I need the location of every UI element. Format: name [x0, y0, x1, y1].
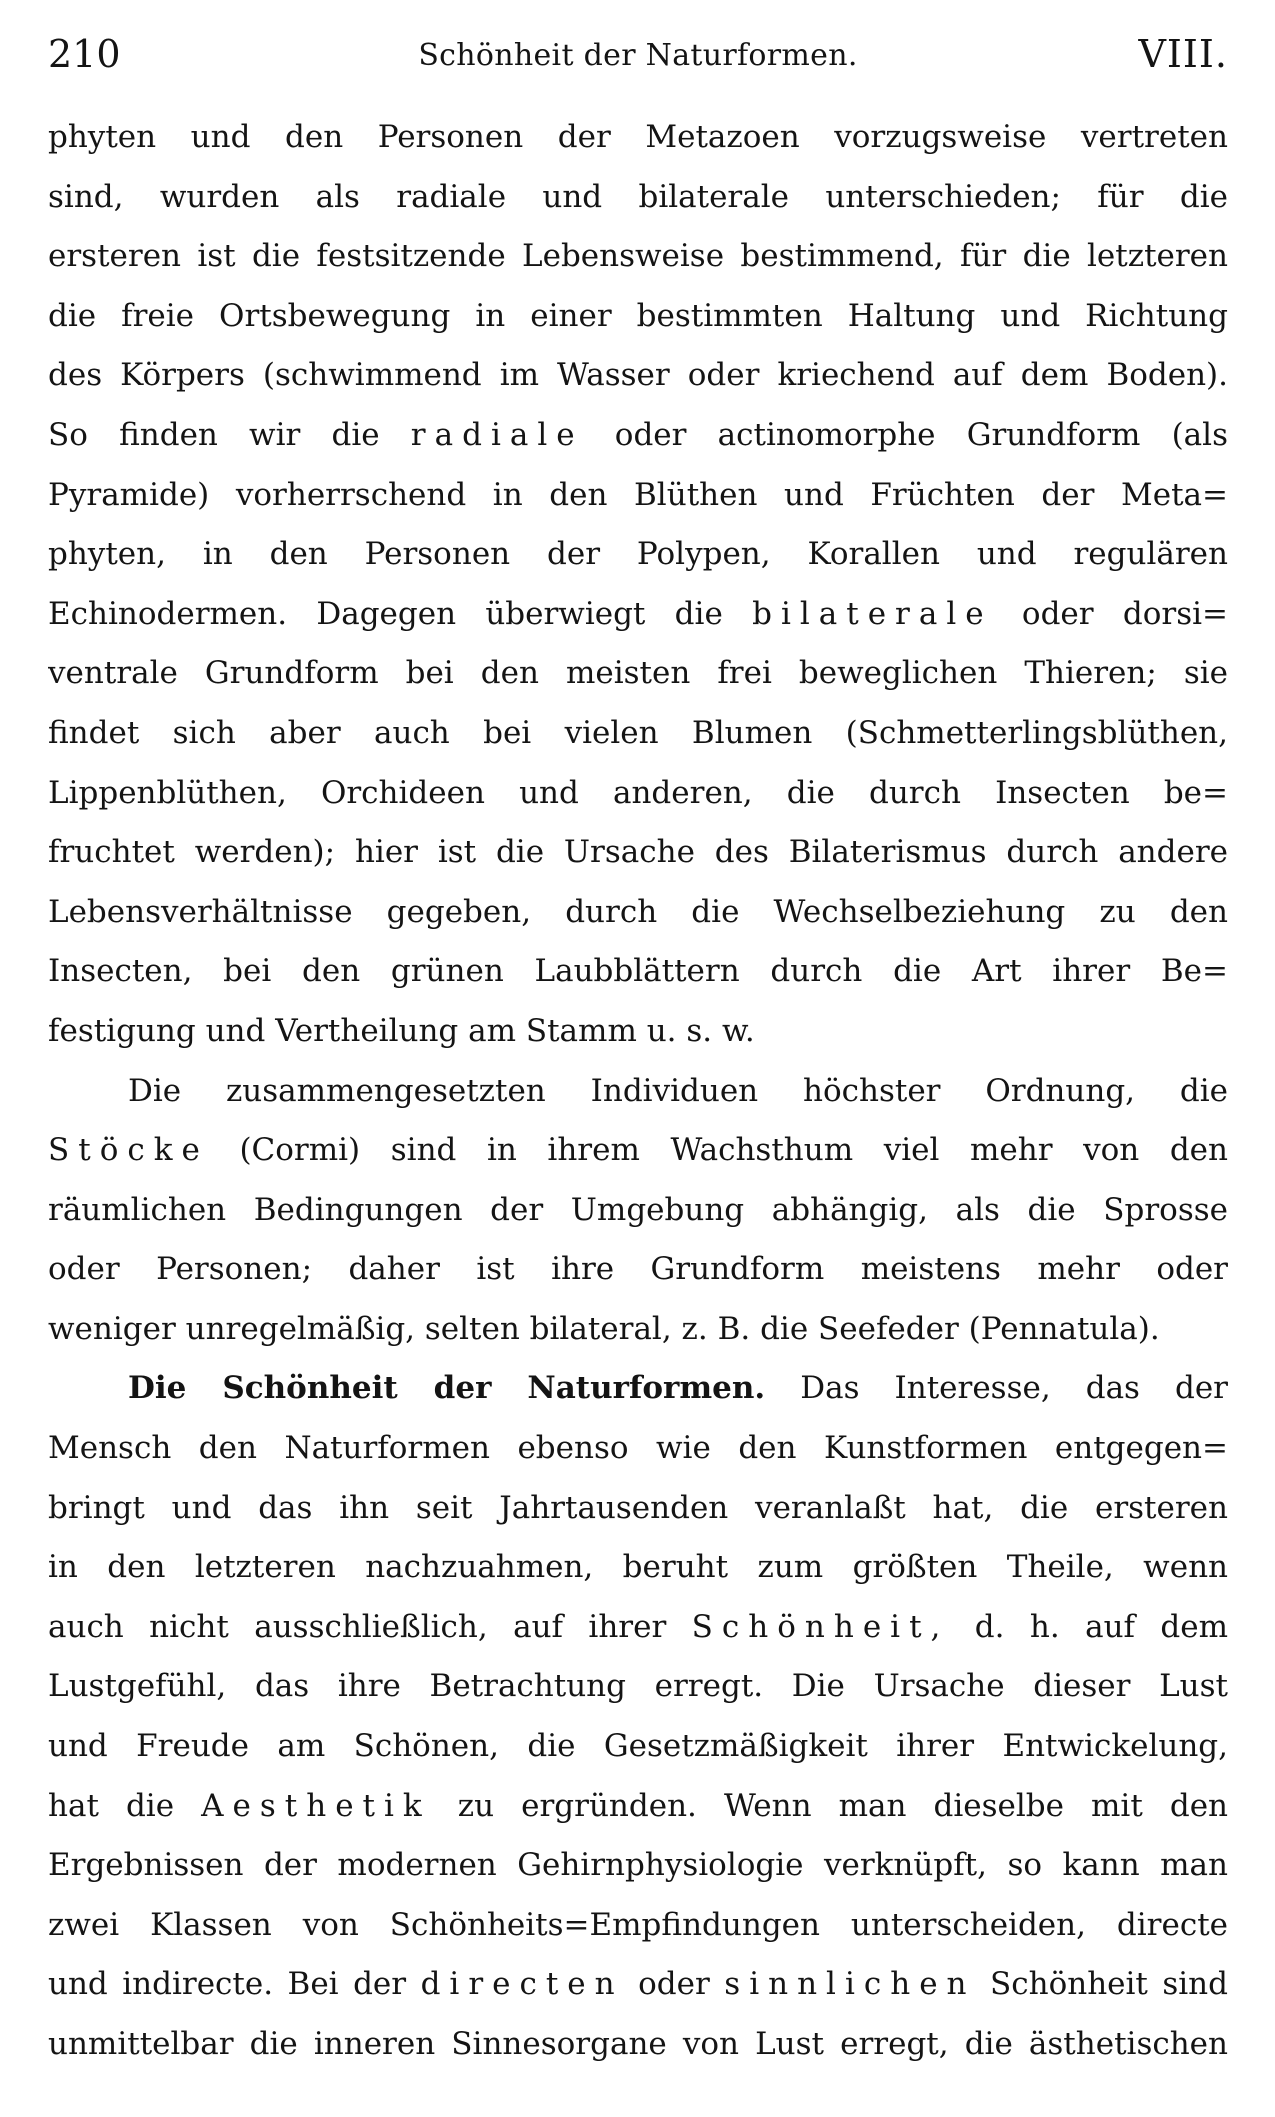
text-line: räumlichen Bedingungen der Umgebung abhängig, als die Sprosse — [48, 1191, 1228, 1228]
chapter-number: VIII. — [1138, 32, 1228, 76]
text-line — [48, 1359, 1228, 1419]
emphasized-term: bilaterale — [752, 595, 993, 632]
text-line: phyten und den Personen der Metazoen vorzugsweise vertreten — [48, 119, 1228, 155]
emphasized-term: Stöcke — [48, 1132, 209, 1169]
text-line: phyten, in den Personen der Polypen, Korallen und regulären — [48, 536, 1228, 573]
body-text — [48, 108, 1228, 2075]
text-line: Lustgefühl, das ihre Betrachtung erregt. Die Ursache dieser Lust — [48, 1668, 1228, 1705]
text-run: zu ergründen. Wenn man dieselbe mit den — [457, 1787, 1228, 1824]
text-line: Insecten, bei den grünen Laubblättern durch die Art ihrer Be= — [48, 953, 1228, 990]
emphasized-term: Schönheit, — [691, 1608, 950, 1645]
text-run: So finden wir die — [48, 416, 380, 453]
text-line: fruchtet werden); hier ist die Ursache des Bilaterismus durch andere — [48, 834, 1228, 871]
text-run: Schönheit sind — [990, 1966, 1228, 2003]
text-line: Die zusammengesetzten Individuen höchster Ordnung, die — [128, 1072, 1228, 1109]
text-line: Lippenblüthen, Orchideen und anderen, die durch Insecten be= — [48, 774, 1228, 811]
text-run: und indirecte. Bei der — [48, 1966, 407, 2003]
emphasized-term: Aesthetik — [201, 1787, 431, 1824]
text-line — [48, 1955, 1228, 2015]
text-line: bringt und das ihn seit Jahrtausenden veranlaßt hat, die ersteren — [48, 1489, 1228, 1526]
text-line — [48, 1598, 1228, 1658]
text-line: weniger unregelmäßig, selten bilateral, z. B. die Seefeder (Pennatula). — [48, 1310, 1160, 1347]
text-line: findet sich aber auch bei vielen Blumen (Schmetterlingsblüthen, — [48, 714, 1228, 751]
text-line: zwei Klassen von Schönheits=Empfindungen unterscheiden, directe — [48, 1906, 1228, 1943]
text-line: Mensch den Naturformen ebenso wie den Kunstformen entgegen= — [48, 1430, 1228, 1467]
text-line — [48, 406, 1228, 466]
emphasized-term: radiale — [410, 416, 584, 453]
text-run: hat die — [48, 1787, 175, 1824]
text-run: Echinodermen. Dagegen überwiegt die — [48, 595, 723, 632]
page-number: 210 — [48, 32, 121, 76]
text-line — [48, 1777, 1228, 1837]
text-line: in den letzteren nachzuahmen, beruht zum größten Theile, wenn — [48, 1549, 1228, 1586]
text-line: die freie Ortsbewegung in einer bestimmten Haltung und Richtung — [48, 297, 1228, 334]
text-line — [48, 1121, 1228, 1181]
text-line: ersteren ist die festsitzende Lebensweise bestimmend, für die letzteren — [48, 238, 1228, 275]
emphasized-term: sinnlichen — [724, 1966, 976, 2003]
text-run: (Cormi) sind in ihrem Wachsthum viel mehr von den — [239, 1132, 1228, 1169]
text-line: und Freude am Schönen, die Gesetzmäßigkeit ihrer Entwickelung, — [48, 1728, 1228, 1765]
text-run: oder dorsi= — [1021, 595, 1228, 632]
section-heading: Die Schönheit der Naturformen. — [128, 1370, 766, 1407]
text-line: festigung und Vertheilung am Stamm u. s. w. — [48, 1012, 755, 1049]
text-line: unmittelbar die inneren Sinnesorgane von Lust erregt, die ästhetischen — [48, 2026, 1228, 2062]
emphasized-term: directen — [420, 1966, 624, 2003]
text-line — [48, 585, 1228, 645]
text-run: auch nicht ausschließlich, auf ihrer — [48, 1608, 667, 1645]
text-run: oder actinomorphe Grundform (als — [614, 416, 1228, 453]
text-line: Ergebnissen der modernen Gehirnphysiologie verknüpft, so kann man — [48, 1847, 1228, 1884]
running-title: Schönheit der Naturformen. — [418, 38, 858, 73]
text-line: Lebensverhältnisse gegeben, durch die Wechselbeziehung zu den — [48, 893, 1228, 930]
text-run: d. h. auf dem — [974, 1608, 1228, 1645]
text-run: oder — [638, 1966, 710, 2003]
page-header — [48, 26, 1228, 82]
text-line: sind, wurden als radiale und bilaterale unterschieden; für die — [48, 178, 1228, 215]
text-run: Das Interesse, das der — [800, 1370, 1228, 1407]
text-line: Pyramide) vorherrschend in den Blüthen und Früchten der Meta= — [48, 476, 1228, 513]
text-line: ventrale Grundform bei den meisten frei beweglichen Thieren; sie — [48, 655, 1228, 692]
text-line: des Körpers (schwimmend im Wasser oder kriechend auf dem Boden). — [48, 357, 1228, 394]
text-line: oder Personen; daher ist ihre Grundform meistens mehr oder — [48, 1251, 1228, 1288]
